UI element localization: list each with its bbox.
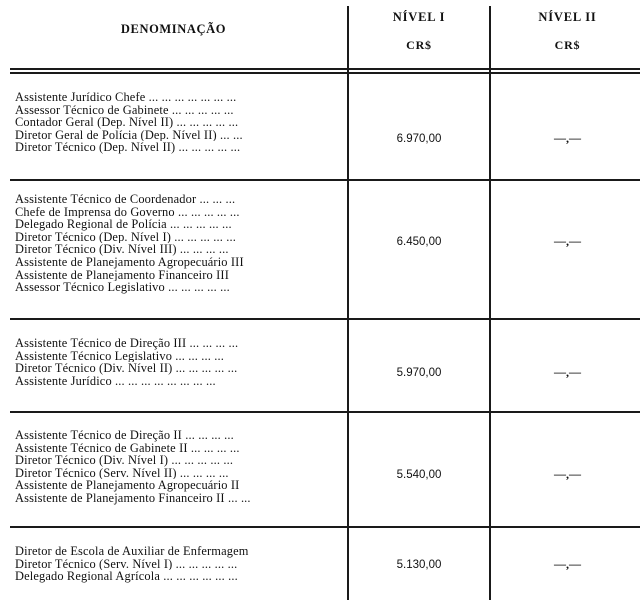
denomination-item: Assessor Técnico de Gabinete ... ... ... ... ...	[15, 103, 234, 117]
column-divider-2	[489, 6, 491, 600]
denomination-item: Diretor Técnico (Div. Nível I) ... ... ... ... ...	[15, 454, 234, 467]
nivel-2-value: —,—	[554, 131, 581, 145]
nivel-2-value: —,—	[554, 557, 581, 571]
denomination-item: Assistente de Planejamento Agropecuário III	[15, 255, 244, 269]
denomination-item: Diretor Técnico (Serv. Nível I) ... ... ... ... ...	[15, 557, 238, 571]
denomination-list	[15, 193, 350, 294]
nivel-1-value: 5.130,00	[396, 559, 442, 571]
denomination-item: Delegado Regional Agrícola ... ... ... ... ... ...	[15, 570, 238, 583]
nivel-1-value: 6.970,00	[396, 133, 442, 145]
denomination-item: Assistente Técnico de Gabinete II ... ... ... ...	[15, 441, 240, 455]
denomination-item: Assistente Técnico de Coordenador ... ... ...	[15, 193, 236, 206]
nivel-1-value: 5.540,00	[396, 469, 442, 481]
denomination-list	[15, 545, 350, 583]
denomination-item: Diretor de Escola de Auxiliar de Enfermagem	[15, 545, 249, 558]
nivel-2-value: —,—	[554, 365, 581, 379]
nivel-2-value: —,—	[554, 467, 581, 481]
denomination-list	[15, 91, 350, 154]
denomination-item: Assistente Técnico de Direção III ... ... ... ...	[15, 337, 239, 350]
denomination-item: Assistente de Planejamento Agropecuário II	[15, 479, 240, 492]
nivel-1-value: 6.450,00	[396, 236, 442, 248]
denomination-item: Diretor Técnico (Div. Nível II) ... ... ... ... ...	[15, 362, 238, 375]
nivel-1-value: 5.970,00	[396, 367, 442, 379]
header-rule-double	[10, 72, 640, 74]
group-separator	[10, 179, 640, 181]
denomination-item: Assistente de Planejamento Financeiro II ... ...	[15, 491, 251, 505]
denomination-item: Assistente Técnico Legislativo ... ... ... ...	[15, 349, 225, 363]
denomination-item: Diretor Técnico (Dep. Nível I) ... ... ... ... ...	[15, 230, 236, 244]
denomination-item: Diretor Técnico (Serv. Nível II) ... ... ... ...	[15, 466, 229, 480]
denomination-item: Diretor Técnico (Div. Nível III) ... ... ... ...	[15, 243, 229, 256]
denomination-item: Contador Geral (Dep. Nível II) ... ... ... ... ...	[15, 116, 239, 129]
group-separator	[10, 411, 640, 413]
header-nivel-1-currency: CR$	[406, 38, 432, 52]
denomination-list	[15, 429, 350, 505]
nivel-2-value: —,—	[554, 234, 581, 248]
denomination-item: Diretor Técnico (Dep. Nível II) ... ... ... ... ...	[15, 141, 241, 154]
header-nivel-2-currency: CR$	[554, 38, 581, 52]
denomination-item: Assistente Jurídico Chefe ... ... ... ... ... ... ...	[15, 91, 237, 104]
group-separator	[10, 318, 640, 320]
denomination-item: Assistente de Planejamento Financeiro III	[15, 268, 229, 282]
denomination-item: Assistente Jurídico ... ... ... ... ... ... ... ...	[15, 374, 216, 388]
header-nivel-2: NÍVEL II	[538, 10, 597, 24]
header-nivel-1: NÍVEL I	[392, 10, 446, 24]
table-header	[0, 0, 644, 60]
denomination-list	[15, 337, 350, 387]
denomination-item: Diretor Geral de Polícia (Dep. Nível II) ... ...	[15, 128, 243, 142]
header-denominacao: DENOMINAÇÃO	[120, 22, 227, 36]
denomination-item: Assessor Técnico Legislativo ... ... ... ... ...	[15, 281, 230, 294]
denomination-item: Assistente Técnico de Direção II ... ... ... ...	[15, 429, 234, 442]
group-separator	[10, 526, 640, 528]
denomination-item: Chefe de Imprensa do Governo ... ... ... ... ...	[15, 205, 240, 219]
denomination-item: Delegado Regional de Polícia ... ... ... ... ...	[15, 218, 232, 231]
header-rule	[10, 68, 640, 70]
